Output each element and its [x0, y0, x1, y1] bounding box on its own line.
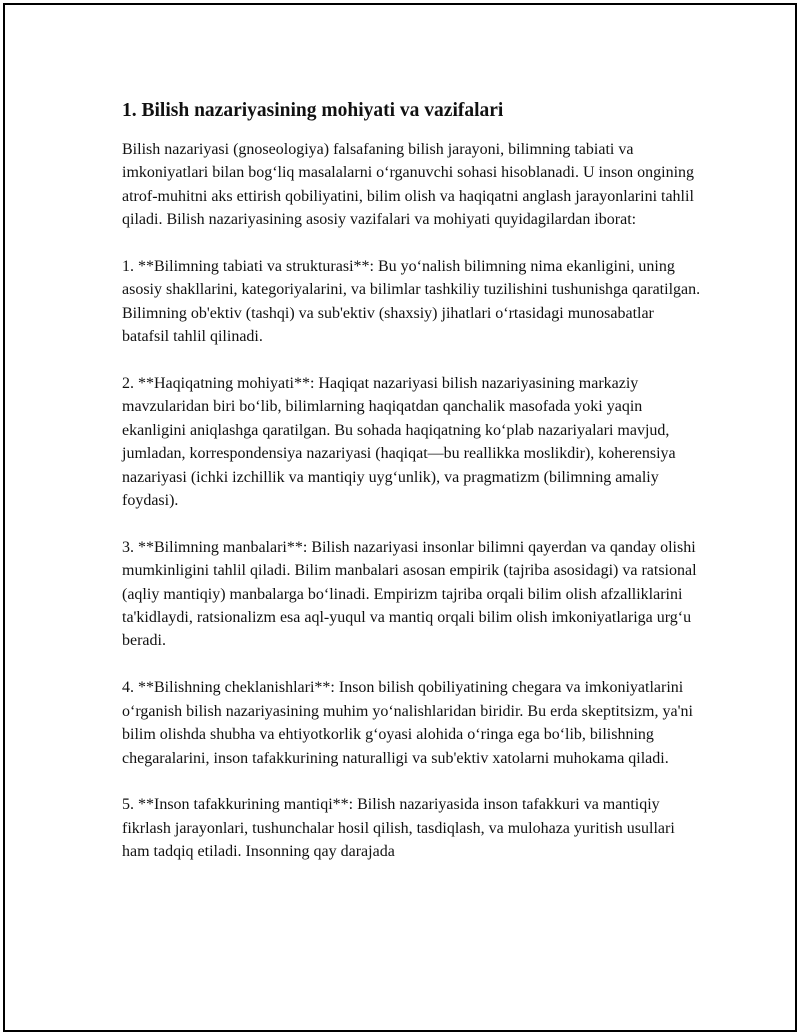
page-title: 1. Bilish nazariyasining mohiyati va vazifalari: [122, 100, 504, 121]
paragraph-item-5: 5. **Inson tafakkurining mantiqi**: Bilish nazariyasida inson tafakkuri va mantiqiy fikrlash jarayonlari, tushunchalar hosil qilish, tasdiqlash, va mulohaza yuritish usullari ham tadqiq etiladi. Insonning qay darajada: [122, 796, 675, 861]
paragraph-item-1: 1. **Bilimning tabiati va strukturasi**: Bu yo‘nalish bilimning nima ekanligini, uning asosiy shakllarini, kategoriyalarini, va bilimlar tashkiliy tuzilishini tushunishga qaratilgan. Bilimning ob'ektiv (tashqi) va sub'ektiv (shaxsiy) jihatlari o‘rtasidagi munosabatlar batafsil tahlil qilinadi.: [122, 258, 701, 346]
paragraph-item-3: 3. **Bilimning manbalari**: Bilish nazariyasi insonlar bilimni qayerdan va qanday olishi mumkinligini tahlil qiladi. Bilim manbalari asosan empirik (tajriba asosidagi) va ratsional (aqliy mantiqiy) manbalarga bo‘linadi. Empirizm tajriba orqali bilim olish afzalliklarini ta'kidlaydi, ratsionalizm esa aql-yuqul va mantiq orqali bilim olish imkoniyatlariga urg‘u beradi.: [122, 538, 697, 650]
document-page: [3, 3, 797, 1032]
paragraph-item-4: 4. **Bilishning cheklanishlari**: Inson bilish qobiliyatining chegara va imkoniyatlarini o‘rganish bilish nazariyasining muhim yo‘nalishlaridan biridir. Bu erda skeptitsizm, ya'ni bilim olishda shubha va ehtiyotkorlik g‘oyasi alohida o‘ringa ega bo‘lib, bilishning chegaralarini, inson tafakkurining naturalligi va sub'ektiv xatolarni muhokama qiladi.: [122, 679, 693, 767]
document-body: [122, 99, 702, 887]
paragraph-item-2: 2. **Haqiqatning mohiyati**: Haqiqat nazariyasi bilish nazariyasining markaziy mavzularidan biri bo‘lib, bilimlarning haqiqatdan qanchalik masofada yoki yaqin ekanligini aniqlashga qaratilgan. Bu sohada haqiqatning ko‘plab nazariyalari mavjud, jumladan, korrespondensiya nazariyasi (haqiqat—bu reallikka moslikdir), koherensiya nazariyasi (ichki izchillik va mantiqiy uyg‘unlik), va pragmatizm (bilimning amaliy foydasi).: [122, 375, 676, 510]
paragraph-intro: Bilish nazariyasi (gnoseologiya) falsafaning bilish jarayoni, bilimning tabiati va imkoniyatlari bilan bog‘liq masalalarni o‘rganuvchi sohasi hisoblanadi. U inson ongining atrof-muhitni aks ettirish qobiliyatini, bilim olish va haqiqatni anglash jarayonlarini tahlil qiladi. Bilish nazariyasining asosiy vazifalari va mohiyati quyidagilardan iborat:: [122, 141, 695, 229]
